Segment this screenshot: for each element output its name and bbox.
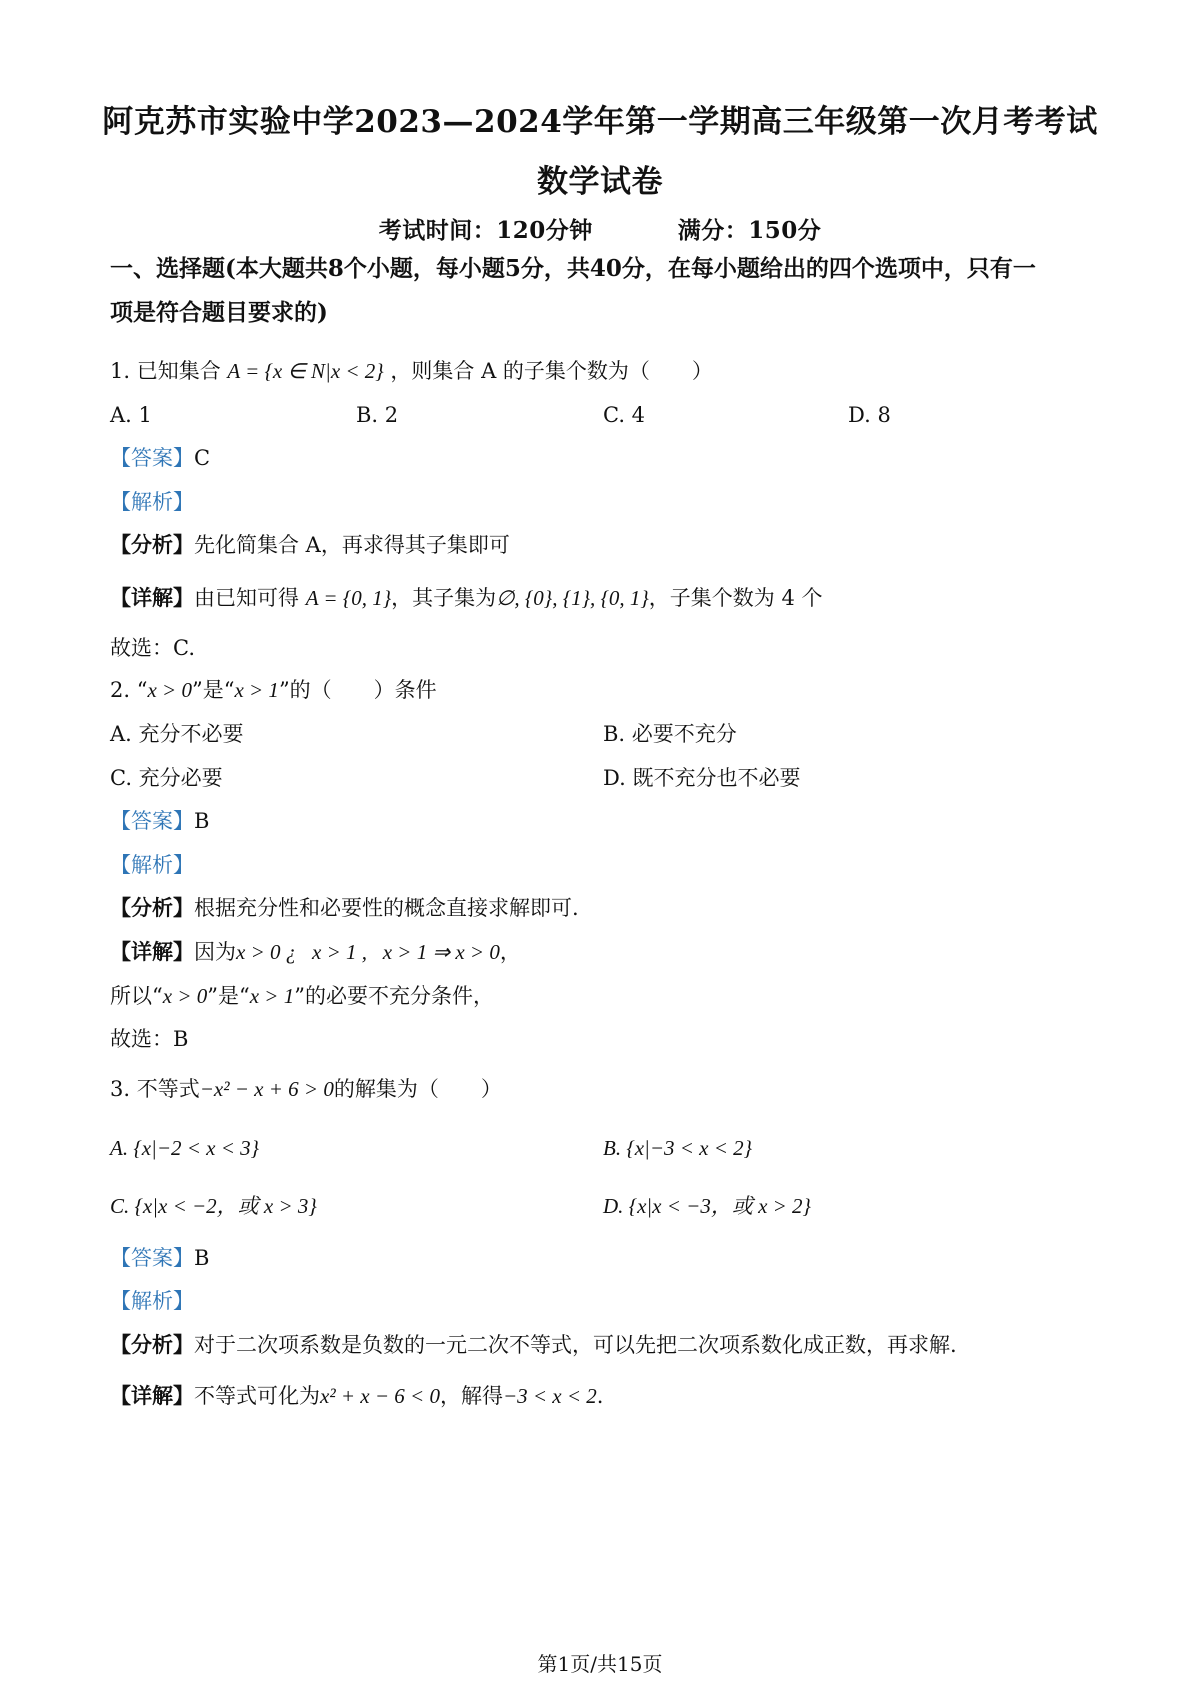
choose-line: 故选：B xyxy=(110,1027,189,1051)
option-a: A. {x|−2 < x < 3} xyxy=(110,1136,260,1160)
stem-math: −x² − x + 6 > 0 xyxy=(199,1077,334,1101)
detail-math: x > 0 ¿ x > 1 , x > 1 ⇒ x > 0 xyxy=(236,940,500,964)
stem-text: 1. 已知集合 xyxy=(110,359,221,383)
analysis-line xyxy=(110,895,579,921)
option-b: B. {x|−3 < x < 2} xyxy=(603,1136,753,1160)
detail-text: ”是“ xyxy=(207,984,250,1008)
section-heading: 一、选择题(本大题共8个小题，每小题5分，共40分，在每小题给出的四个选项中，只有一 xyxy=(110,255,1036,282)
stem-math: x > 1 xyxy=(234,678,279,702)
detail-line xyxy=(110,585,823,611)
fenxi-text: 先化简集合 A，再求得其子集即可 xyxy=(194,533,510,557)
answer-value: C xyxy=(194,446,211,470)
choose-line: 故选：C. xyxy=(110,636,195,660)
fenxi-text: 根据充分性和必要性的概念直接求解即可. xyxy=(194,896,579,920)
fenxi-tag: 【分析】 xyxy=(110,532,194,557)
detail-line xyxy=(110,1383,603,1409)
option-c: C. {x|x < −2，或 x > 3} xyxy=(110,1194,317,1218)
answer-tag: 【答案】 xyxy=(110,1246,194,1270)
question-2-stem xyxy=(110,677,437,703)
stem-math: x > 0 xyxy=(147,678,192,702)
question-3-stem xyxy=(110,1076,502,1102)
stem-math: A = {x ∈ N|x < 2} xyxy=(227,359,384,383)
stem-text: 2. “ xyxy=(110,678,148,702)
answer-tag: 【答案】 xyxy=(110,809,194,833)
detail-text: ，其子集为 xyxy=(391,586,497,610)
detail-math: x² + x − 6 < 0 xyxy=(320,1384,440,1408)
stem-text: ，则集合 A 的子集个数为（ ） xyxy=(390,359,713,383)
answer-tag: 【答案】 xyxy=(110,446,194,470)
stem-text: ”是“ xyxy=(191,678,235,702)
detail-text: 不等式可化为 xyxy=(194,1384,320,1408)
option-c: C. 充分必要 xyxy=(110,766,223,790)
question-1-stem xyxy=(110,358,713,384)
fenxi-tag: 【分析】 xyxy=(110,1332,194,1357)
detail-text: ， xyxy=(499,940,521,964)
jiexi-tag: 【解析】 xyxy=(110,490,194,514)
stem-text: ”的（ ）条件 xyxy=(278,678,437,702)
option-b: B. 2 xyxy=(356,403,399,427)
option-a: A. 1 xyxy=(110,403,152,427)
detail-math: x > 1 xyxy=(249,984,295,1008)
stem-text: 3. 不等式 xyxy=(110,1077,200,1101)
detail-math: ∅, {0}, {1}, {0, 1} xyxy=(496,586,649,610)
option-b: B. 必要不充分 xyxy=(603,722,737,746)
detail-math: x > 0 xyxy=(162,984,208,1008)
exam-subtitle: 数学试卷 xyxy=(537,164,663,200)
analysis-line xyxy=(110,532,510,558)
exam-title: 阿克苏市实验中学2023—2024学年第一学期高三年级第一次月考考试 xyxy=(102,104,1098,140)
answer-value: B xyxy=(194,1246,210,1270)
xiangjie-tag: 【详解】 xyxy=(110,1383,194,1408)
detail-text: ，解得 xyxy=(439,1384,503,1408)
stem-text: 的解集为（ ） xyxy=(333,1077,502,1101)
option-c: C. 4 xyxy=(603,403,646,427)
answer-line xyxy=(110,808,209,834)
option-d: D. 8 xyxy=(848,403,891,427)
detail-math: A = {0, 1} xyxy=(305,586,392,610)
detail-text: 因为 xyxy=(194,940,236,964)
detail-text: 所以“ xyxy=(110,984,163,1008)
answer-line xyxy=(110,445,210,471)
detail-text: . xyxy=(596,1384,604,1408)
jiexi-tag: 【解析】 xyxy=(110,1289,194,1313)
section-heading-cont: 项是符合题目要求的) xyxy=(110,299,328,326)
jiexi-tag: 【解析】 xyxy=(110,853,194,877)
detail-text: ”的必要不充分条件， xyxy=(294,984,494,1008)
detail-text: ，子集个数为 4 个 xyxy=(648,586,823,610)
detail-line-2 xyxy=(110,983,494,1009)
option-d: D. 既不充分也不必要 xyxy=(603,766,801,790)
answer-line xyxy=(110,1245,209,1271)
detail-text: 由已知可得 xyxy=(194,586,299,610)
answer-value: B xyxy=(194,809,210,833)
option-a: A. 充分不必要 xyxy=(110,722,244,746)
fenxi-text: 对于二次项系数是负数的一元二次不等式，可以先把二次项系数化成正数，再求解. xyxy=(194,1333,957,1357)
xiangjie-tag: 【详解】 xyxy=(110,585,194,610)
xiangjie-tag: 【详解】 xyxy=(110,939,194,964)
page-footer: 第1页/共15页 xyxy=(537,1652,663,1676)
exam-meta: 考试时间：120分钟 满分：150分 xyxy=(378,217,822,244)
fenxi-tag: 【分析】 xyxy=(110,895,194,920)
option-d: D. {x|x < −3，或 x > 2} xyxy=(603,1194,811,1218)
analysis-line xyxy=(110,1332,957,1358)
detail-line xyxy=(110,939,521,965)
detail-math: −3 < x < 2 xyxy=(502,1384,597,1408)
